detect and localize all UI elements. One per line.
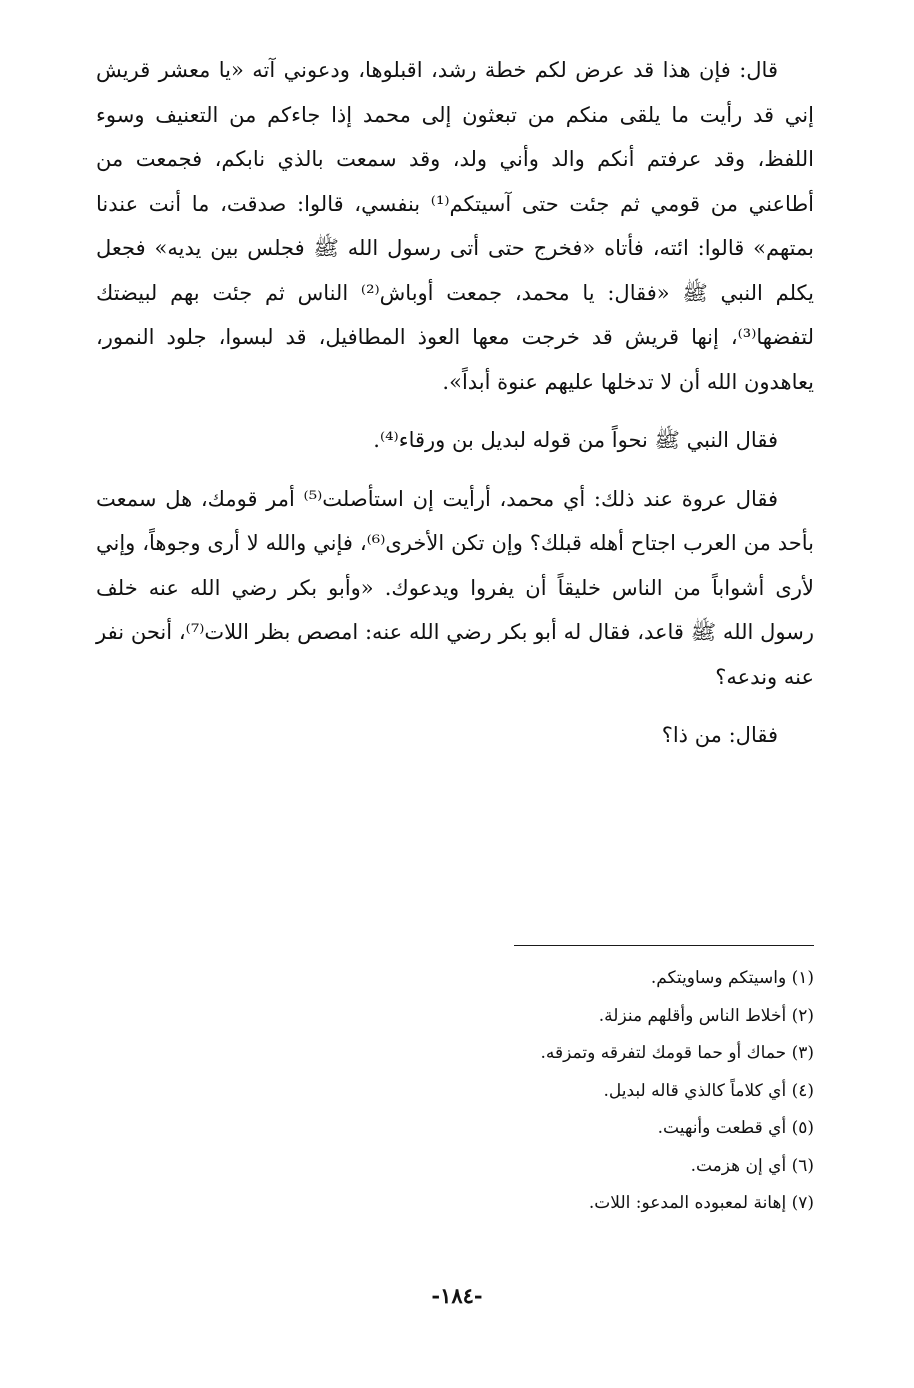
footnote-4: (٤) أي كلاماً كالذي قاله لبديل. <box>603 1080 814 1101</box>
main-text <box>96 48 814 758</box>
footnote-5: (٥) أي قطعت وأنهيت. <box>657 1118 814 1138</box>
paragraph-3: فقال عروة عند ذلك: أي محمد، أرأيت إن استأصلت⁽⁵⁾ أمر قومك، هل سمعت بأحد من العرب اجتاح أهله قبلك؟ وإن تكن الأخرى⁽⁶⁾، فإني والله لا أرى وجوهاً، وإني لأرى أشواباً من الناس خليقاً أن يفروا ويدعوك. «وأبو بكر رضي الله عنه خلف رسول الله ﷺ قاعد، فقال له أبو بكر رضي الله عنه: امصص بظر اللات⁽⁷⁾، أنحن نفر عنه وندعه؟ <box>96 486 815 689</box>
paragraph-2: فقال النبي ﷺ نحواً من قوله لبديل بن ورقاء⁽⁴⁾. <box>373 428 778 452</box>
footnote-6: (٦) أي إن هزمت. <box>690 1155 814 1176</box>
footnote-1: (١) واسيتكم وساويتكم. <box>650 968 814 988</box>
footnotes <box>300 960 814 1223</box>
footnote-7: (٧) إهانة لمعبوده المدعو: اللات. <box>588 1193 814 1213</box>
footnote-2: (٢) أخلاط الناس وأقلهم منزلة. <box>598 1005 814 1026</box>
paragraph-4: فقال: من ذا؟ <box>661 723 778 747</box>
footnote-divider <box>514 945 814 946</box>
page-number: -١٨٤- <box>431 1283 483 1308</box>
footnote-3: (٣) حماك أو حما قومك لتفرقه وتمزقه. <box>540 1043 814 1063</box>
paragraph-1: قال: فإن هذا قد عرض لكم خطة رشد، اقبلوها، ودعوني آته «يا معشر قريش إني قد رأيت ما يلقى منكم من تبعثون إلى محمد إذا جاءكم من التعنيف وسوء اللفظ، وقد عرفتم أنكم والد وأني ولد، وقد سمعت بالذي نابكم، فجمعت من أطاعني من قومي ثم جئت حتى آسيتكم⁽¹⁾ بنفسي، قالوا: صدقت، ما أنت عندنا بمتهم» قالوا: ائته، فأتاه «فخرج حتى أتى رسول الله ﷺ فجلس بين يديه» فجعل يكلم النبي ﷺ «فقال: يا محمد، جمعت أوباش⁽²⁾ الناس ثم جئت بهم لبيضتك لتفضها⁽³⁾، إنها قريش قد خرجت معها العوذ المطافيل، قد لبسوا، جلود النمور، يعاهدون الله أن لا تدخلها عليهم عنوة أبداً». <box>96 58 814 394</box>
